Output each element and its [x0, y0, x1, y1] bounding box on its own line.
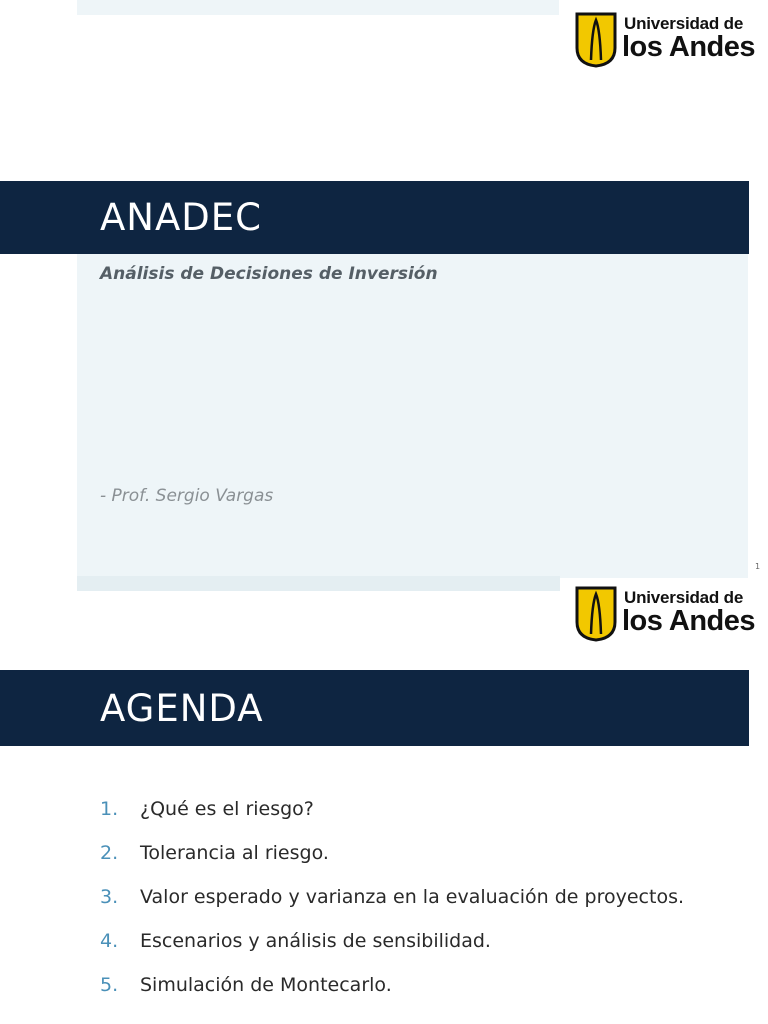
slide-2-title: AGENDA	[100, 687, 264, 730]
slide-1-page-number: 1	[755, 562, 761, 571]
list-item-number: 1.	[100, 798, 119, 820]
slide-1-subtitle: Análisis de Decisiones de Inversión	[100, 264, 438, 284]
list-item-text: Escenarios y análisis de sensibilidad.	[140, 930, 491, 952]
logo-text-line2: los Andes	[622, 31, 756, 63]
logo-text-line2: los Andes	[622, 605, 756, 637]
slide-1-title: ANADEC	[100, 196, 263, 239]
list-item	[100, 797, 725, 821]
list-item	[100, 885, 725, 909]
list-item-text: ¿Qué es el riesgo?	[140, 798, 314, 820]
list-item-number: 4.	[100, 930, 119, 952]
slide-top-strip	[77, 0, 559, 15]
list-item	[100, 929, 725, 953]
list-item-number: 2.	[100, 842, 119, 864]
list-item-text: Tolerancia al riesgo.	[140, 842, 329, 864]
list-item-text: Valor esperado y varianza en la evaluación de proyectos.	[140, 886, 685, 908]
slide-1-title-bar	[0, 181, 749, 254]
slide-1-bottom-strip	[77, 576, 560, 591]
logo-text-line1: Universidad de	[624, 588, 744, 607]
slide-1-author: - Prof. Sergio Vargas	[100, 486, 274, 506]
slide-1-content-panel	[77, 254, 748, 591]
logo-text-line1: Universidad de	[624, 14, 744, 33]
list-item-number: 5.	[100, 974, 119, 996]
logo-shield-icon	[574, 12, 618, 68]
university-logo	[560, 578, 756, 650]
list-item-number: 3.	[100, 886, 119, 908]
list-item	[100, 973, 725, 997]
university-logo	[560, 4, 756, 76]
slide-2-title-bar	[0, 670, 749, 746]
agenda-list	[100, 797, 725, 1017]
logo-shield-icon	[574, 586, 618, 642]
list-item-text: Simulación de Montecarlo.	[140, 974, 392, 996]
list-item	[100, 841, 725, 865]
